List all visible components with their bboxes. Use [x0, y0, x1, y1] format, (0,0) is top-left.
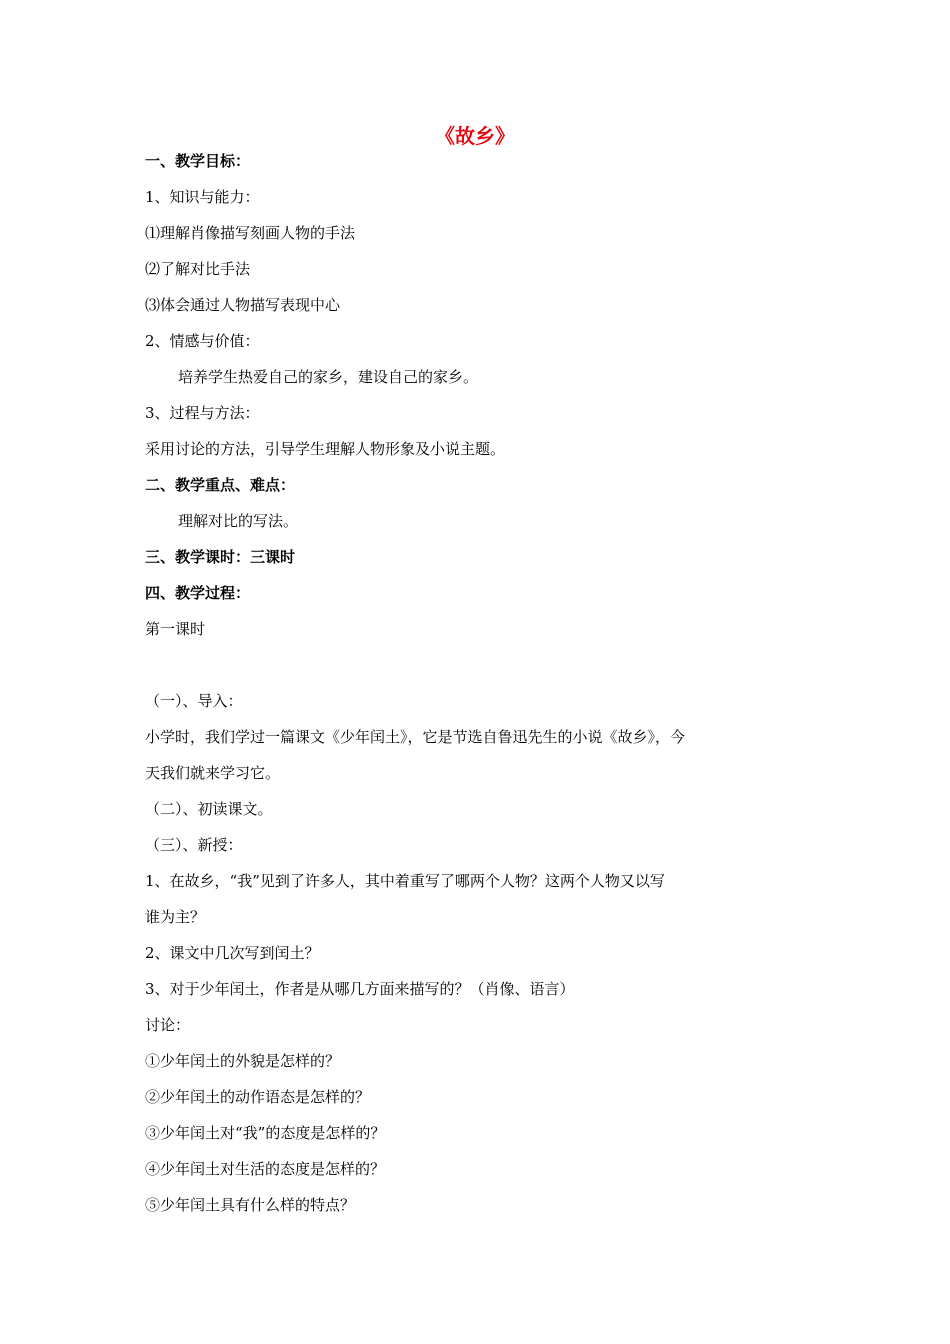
- section-heading-process: 四、教学过程：: [145, 584, 251, 602]
- discussion-item-2: ②少年闰土的动作语态是怎样的？: [145, 1088, 371, 1106]
- lesson-one-heading: 第一课时: [145, 620, 206, 638]
- step-reading-heading: （二）、初读课文。: [145, 800, 273, 818]
- document-title: 《故乡》: [435, 124, 515, 148]
- objective-item-1: ⑴理解肖像描写刻画人物的手法: [145, 224, 356, 242]
- section-heading-objectives: 一、教学目标：: [145, 152, 251, 170]
- intro-text-line-2: 天我们就来学习它。: [145, 764, 281, 782]
- section-heading-key-points: 二、教学重点、难点：: [145, 476, 296, 494]
- question-3: 3、对于少年闰土，作者是从哪几方面来描写的？（肖像、语言）: [145, 980, 575, 998]
- objective-emotion-text: 培养学生热爱自己的家乡，建设自己的家乡。: [178, 368, 479, 386]
- objective-emotion-heading: 2、情感与价值：: [145, 332, 260, 350]
- question-1-line-2: 谁为主？: [145, 908, 206, 926]
- objective-process-text: 采用讨论的方法，引导学生理解人物形象及小说主题。: [145, 440, 506, 458]
- discussion-item-5: ⑤少年闰土具有什么样的特点？: [145, 1196, 356, 1214]
- discussion-item-1: ①少年闰土的外貌是怎样的？: [145, 1052, 341, 1070]
- discussion-heading: 讨论：: [145, 1016, 191, 1034]
- question-2: 2、课文中几次写到闰土？: [145, 944, 320, 962]
- step-intro-heading: （一）、导入：: [145, 692, 243, 710]
- section-heading-class-hours: 三、教学课时：三课时: [145, 548, 296, 566]
- objective-process-heading: 3、过程与方法：: [145, 404, 260, 422]
- key-points-text: 理解对比的写法。: [178, 512, 299, 530]
- question-1-line-1: 1、在故乡，“我”见到了许多人，其中着重写了哪两个人物？这两个人物又以写: [145, 872, 665, 890]
- objective-item-3: ⑶体会通过人物描写表现中心: [145, 296, 341, 314]
- discussion-item-4: ④少年闰土对生活的态度是怎样的？: [145, 1160, 386, 1178]
- discussion-item-3: ③少年闰土对“我”的态度是怎样的？: [145, 1124, 386, 1142]
- objective-knowledge-heading: 1、知识与能力：: [145, 188, 260, 206]
- intro-text-line-1: 小学时，我们学过一篇课文《少年闰土》，它是节选自鲁迅先生的小说《故乡》，今: [145, 728, 686, 746]
- objective-item-2: ⑵了解对比手法: [145, 260, 251, 278]
- step-new-lesson-heading: （三）、新授：: [145, 836, 243, 854]
